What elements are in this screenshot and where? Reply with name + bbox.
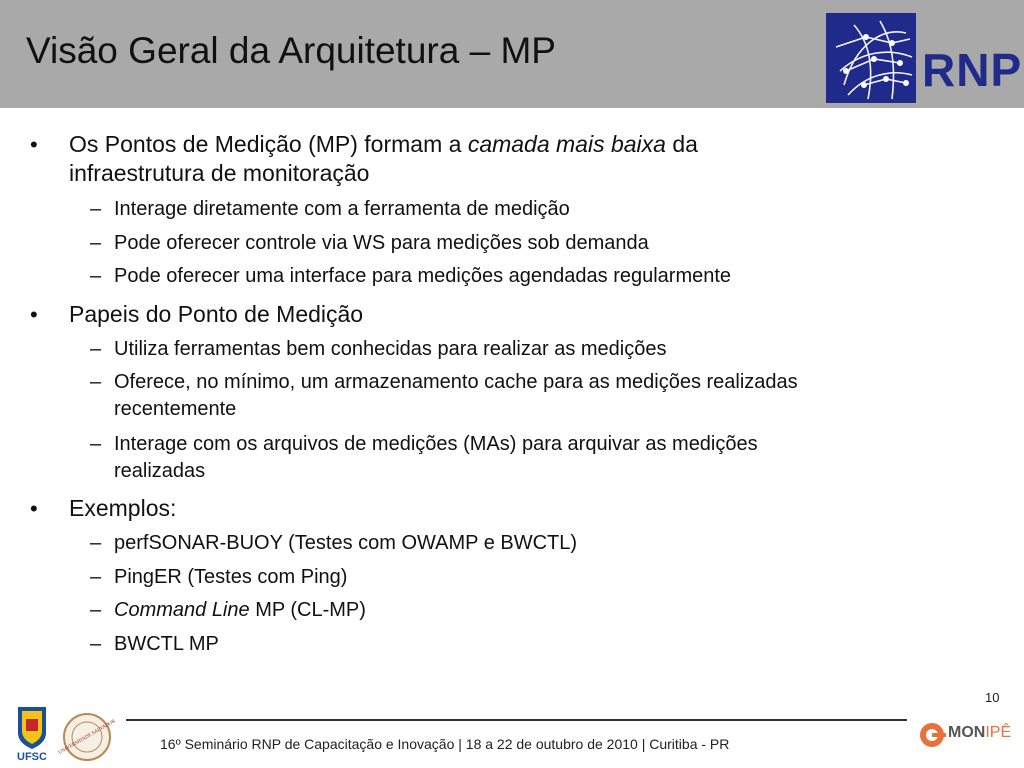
subitem: Interage diretamente com a ferramenta de medição [114, 198, 570, 220]
dash-marker: – [90, 599, 102, 621]
ufsc-logo-text: UFSC [17, 751, 47, 763]
bullet-marker: • [30, 302, 38, 327]
subitem: BWCTL MP [114, 633, 219, 655]
unisal-logo-text: UNIVERSIDADE SALVADOR [58, 719, 117, 756]
dash-marker: – [90, 566, 102, 588]
slide-title: Visão Geral da Arquitetura – MP [26, 30, 556, 71]
footer-divider [126, 719, 907, 721]
footer-text: 16º Seminário RNP de Capacitação e Inovação | 18 a 22 de outubro de 2010 | Curitiba - PR [160, 736, 730, 752]
bullet-3: Exemplos: [69, 495, 177, 521]
subitem-continuation: realizadas [114, 460, 206, 482]
subitem: Pode oferecer uma interface para medições agendadas regularmente [114, 265, 732, 287]
ufsc-logo [10, 703, 54, 763]
subitem: Oferece, no mínimo, um armazenamento cache para as medições realizadas [114, 371, 798, 393]
bullet-1-line-2: infraestrutura de monitoração [69, 160, 370, 186]
dash-marker: – [90, 633, 102, 655]
dash-marker: – [90, 532, 102, 554]
universidade-salvador-logo [58, 712, 117, 762]
dash-marker: – [90, 198, 102, 220]
bullet-1-text-end: da [665, 131, 698, 157]
subitem-emphasis: Command Line [114, 599, 250, 621]
subitem [114, 599, 366, 622]
bullet-1-text: Os Pontos de Medição (MP) formam a [69, 131, 468, 157]
bullet-2: Papeis do Ponto de Medição [69, 301, 364, 327]
dash-marker: – [90, 433, 102, 455]
bullet-marker: • [30, 496, 38, 521]
bullet-1-emphasis: camada mais baixa [467, 131, 666, 157]
page-number: 10 [985, 690, 1000, 705]
subitem-text: MP (CL-MP) [255, 599, 366, 621]
subitem-continuation: recentemente [114, 398, 237, 420]
subitem: PingER (Testes com Ping) [114, 566, 348, 588]
monipe-logo-text: MONIPÊ [948, 724, 1012, 741]
subitem: Utiliza ferramentas bem conhecidas para realizar as medições [114, 338, 667, 360]
dash-marker: – [90, 265, 102, 287]
subitem: Pode oferecer controle via WS para medições sob demanda [114, 232, 649, 254]
monipe-logo [918, 720, 1014, 750]
dash-marker: – [90, 338, 102, 360]
subitem: Interage com os arquivos de medições (MAs) para arquivar as medições [114, 433, 758, 455]
subitem: perfSONAR-BUOY (Testes com OWAMP e BWCTL) [114, 532, 578, 554]
bullet-marker: • [30, 132, 38, 157]
bullet-1-line-1 [69, 131, 698, 158]
rnp-logo-text: RNP [922, 44, 1023, 96]
dash-marker: – [90, 232, 102, 254]
dash-marker: – [90, 371, 102, 393]
monipe-icon [918, 720, 946, 750]
